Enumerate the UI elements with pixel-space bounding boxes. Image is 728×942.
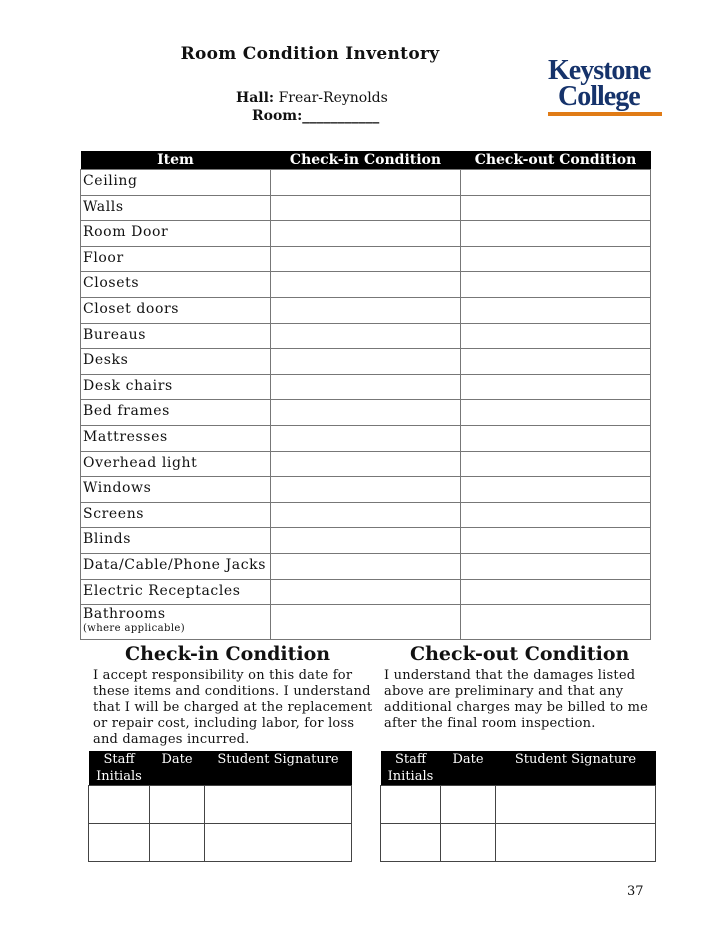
- item-name-cell: [81, 553, 271, 579]
- item-label: Floor: [83, 249, 124, 266]
- checkin-staff-initials-header: Staff Initials: [89, 751, 150, 786]
- checkin-signature-table: [88, 751, 352, 862]
- item-label: Ceiling: [83, 173, 138, 189]
- table-row: [81, 553, 651, 579]
- checkout-date-header: Date: [441, 751, 496, 786]
- item-name-cell: [81, 477, 271, 503]
- checkin-condition-cell[interactable]: [271, 221, 461, 247]
- checkout-condition-cell[interactable]: [461, 400, 651, 426]
- table-row: [81, 579, 651, 605]
- table-row: [81, 502, 651, 528]
- checkout-condition-cell[interactable]: [461, 349, 651, 375]
- logo-line1: Keystone: [548, 55, 651, 86]
- item-label: Walls: [83, 198, 124, 215]
- item-label: Closet doors: [83, 300, 180, 317]
- checkin-signature-header: Student Signature: [205, 751, 352, 786]
- table-row: [81, 605, 651, 640]
- table-row: [381, 786, 656, 824]
- item-name-cell: [81, 195, 271, 221]
- item-name-cell: [81, 246, 271, 272]
- checkin-line: and damages incurred.: [93, 732, 250, 747]
- checkout-line: additional charges may be billed to me: [384, 700, 649, 715]
- item-name-cell: [81, 297, 271, 323]
- page-title: Room Condition Inventory: [180, 44, 440, 64]
- checkin-condition-cell[interactable]: [271, 425, 461, 451]
- checkin-line: these items and conditions. I understand: [93, 684, 371, 699]
- checkin-signature-cell[interactable]: [205, 824, 352, 862]
- logo-accent-bar: [548, 112, 662, 116]
- checkout-date-cell[interactable]: [441, 786, 496, 824]
- checkin-condition-cell[interactable]: [271, 272, 461, 298]
- checkout-heading: Check-out Condition: [410, 643, 630, 665]
- checkin-condition-cell[interactable]: [271, 605, 461, 640]
- checkout-condition-cell[interactable]: [461, 528, 651, 554]
- checkout-condition-cell[interactable]: [461, 170, 651, 196]
- checkin-condition-cell[interactable]: [271, 579, 461, 605]
- item-name-cell: [81, 528, 271, 554]
- checkout-condition-cell[interactable]: [461, 246, 651, 272]
- checkin-date-cell[interactable]: [150, 824, 205, 862]
- checkin-line: that I will be charged at the replacement: [93, 700, 373, 715]
- checkin-condition-cell[interactable]: [271, 323, 461, 349]
- item-label: Bathrooms: [83, 606, 166, 623]
- checkout-condition-cell[interactable]: [461, 425, 651, 451]
- table-row: [81, 451, 651, 477]
- checkin-line: I accept responsibility on this date for: [93, 668, 353, 683]
- checkout-condition-cell[interactable]: [461, 374, 651, 400]
- item-label: Mattresses: [83, 428, 168, 445]
- checkout-staff-initials-header: Staff Initials: [381, 751, 441, 786]
- table-row: [89, 786, 352, 824]
- item-label: Bureaus: [83, 326, 147, 343]
- checkin-signature-cell[interactable]: [205, 786, 352, 824]
- checkin-condition-cell[interactable]: [271, 374, 461, 400]
- table-row: [89, 824, 352, 862]
- checkout-signature-table: [380, 751, 656, 862]
- checkin-condition-cell[interactable]: [271, 553, 461, 579]
- item-name-cell: [81, 605, 271, 640]
- col-item-header: Item: [81, 151, 271, 170]
- checkout-line: I understand that the damages listed: [384, 668, 636, 683]
- checkin-initials-cell[interactable]: [89, 824, 150, 862]
- checkin-condition-cell[interactable]: [271, 170, 461, 196]
- checkout-condition-cell[interactable]: [461, 605, 651, 640]
- checkout-condition-cell[interactable]: [461, 477, 651, 503]
- table-row: [81, 221, 651, 247]
- checkin-date-cell[interactable]: [150, 786, 205, 824]
- item-label: Windows: [83, 480, 152, 497]
- item-name-cell: [81, 272, 271, 298]
- item-name-cell: [81, 425, 271, 451]
- item-name-cell: [81, 400, 271, 426]
- checkin-condition-cell[interactable]: [271, 528, 461, 554]
- item-name-cell: [81, 349, 271, 375]
- inventory-header-row: [81, 151, 651, 170]
- checkin-condition-cell[interactable]: [271, 195, 461, 221]
- checkout-line: after the final room inspection.: [384, 716, 596, 731]
- checkout-signature-cell[interactable]: [496, 786, 656, 824]
- checkout-date-cell[interactable]: [441, 824, 496, 862]
- table-row: [381, 824, 656, 862]
- checkin-heading: Check-in Condition: [125, 643, 331, 665]
- item-label: Desks: [83, 352, 129, 369]
- checkout-condition-cell[interactable]: [461, 323, 651, 349]
- item-label: Screens: [83, 505, 145, 522]
- checkin-condition-cell[interactable]: [271, 349, 461, 375]
- table-row: [81, 195, 651, 221]
- checkout-line: above are preliminary and that any: [384, 684, 624, 699]
- checkout-condition-cell[interactable]: [461, 297, 651, 323]
- table-row: [81, 246, 651, 272]
- room-field: Room:___________: [252, 108, 380, 124]
- table-row: [81, 400, 651, 426]
- item-label: Bed frames: [83, 403, 170, 420]
- checkout-signature-cell[interactable]: [496, 824, 656, 862]
- checkout-initials-cell[interactable]: [381, 824, 441, 862]
- table-row: [81, 349, 651, 375]
- checkout-condition-cell[interactable]: [461, 553, 651, 579]
- checkout-condition-cell[interactable]: [461, 451, 651, 477]
- item-name-cell: [81, 374, 271, 400]
- checkin-condition-cell[interactable]: [271, 451, 461, 477]
- item-label: Electric Receptacles: [83, 582, 241, 599]
- checkin-condition-cell[interactable]: [271, 246, 461, 272]
- item-name-cell: [81, 579, 271, 605]
- item-label: Desk chairs: [83, 377, 173, 394]
- table-row: [81, 272, 651, 298]
- checkout-signature-header: Student Signature: [496, 751, 656, 786]
- col-checkin-header: Check-in Condition: [271, 151, 461, 170]
- table-row: [81, 477, 651, 503]
- item-name-cell: [81, 502, 271, 528]
- table-row: [81, 297, 651, 323]
- checkin-date-header: Date: [150, 751, 205, 786]
- col-checkout-header: Check-out Condition: [461, 151, 651, 170]
- table-row: [81, 374, 651, 400]
- hall-label: Hall:: [236, 90, 275, 106]
- checkout-condition-cell[interactable]: [461, 502, 651, 528]
- item-label: Data/Cable/Phone Jacks: [83, 556, 267, 573]
- item-name-cell: [81, 323, 271, 349]
- table-row: [81, 323, 651, 349]
- logo-line2: College: [558, 81, 640, 112]
- checkin-line: or repair cost, including labor, for loss: [93, 716, 355, 731]
- hall-value: Frear-Reynolds: [278, 90, 388, 106]
- checkin-condition-cell[interactable]: [271, 297, 461, 323]
- checkout-condition-cell[interactable]: [461, 579, 651, 605]
- item-name-cell: [81, 451, 271, 477]
- checkin-initials-cell[interactable]: [89, 786, 150, 824]
- checkin-condition-cell[interactable]: [271, 477, 461, 503]
- checkout-condition-cell[interactable]: [461, 272, 651, 298]
- item-name-cell: [81, 170, 271, 196]
- college-logo: [544, 55, 662, 120]
- item-label: Blinds: [83, 531, 132, 548]
- table-row: [81, 425, 651, 451]
- checkin-condition-cell[interactable]: [271, 502, 461, 528]
- checkout-initials-cell[interactable]: [381, 786, 441, 824]
- hall-line: [236, 90, 388, 106]
- item-note: (where applicable): [83, 623, 186, 635]
- checkout-statement: [384, 668, 674, 732]
- table-row: [81, 528, 651, 554]
- item-label: Overhead light: [83, 454, 198, 471]
- checkout-condition-cell[interactable]: [461, 195, 651, 221]
- inventory-table: [80, 151, 651, 640]
- item-name-cell: [81, 221, 271, 247]
- item-label: Room Door: [83, 224, 169, 241]
- table-row: [81, 170, 651, 196]
- checkout-condition-cell[interactable]: [461, 221, 651, 247]
- checkin-statement: [93, 668, 373, 748]
- page-number: 37: [627, 884, 644, 899]
- checkin-condition-cell[interactable]: [271, 400, 461, 426]
- item-label: Closets: [83, 275, 140, 292]
